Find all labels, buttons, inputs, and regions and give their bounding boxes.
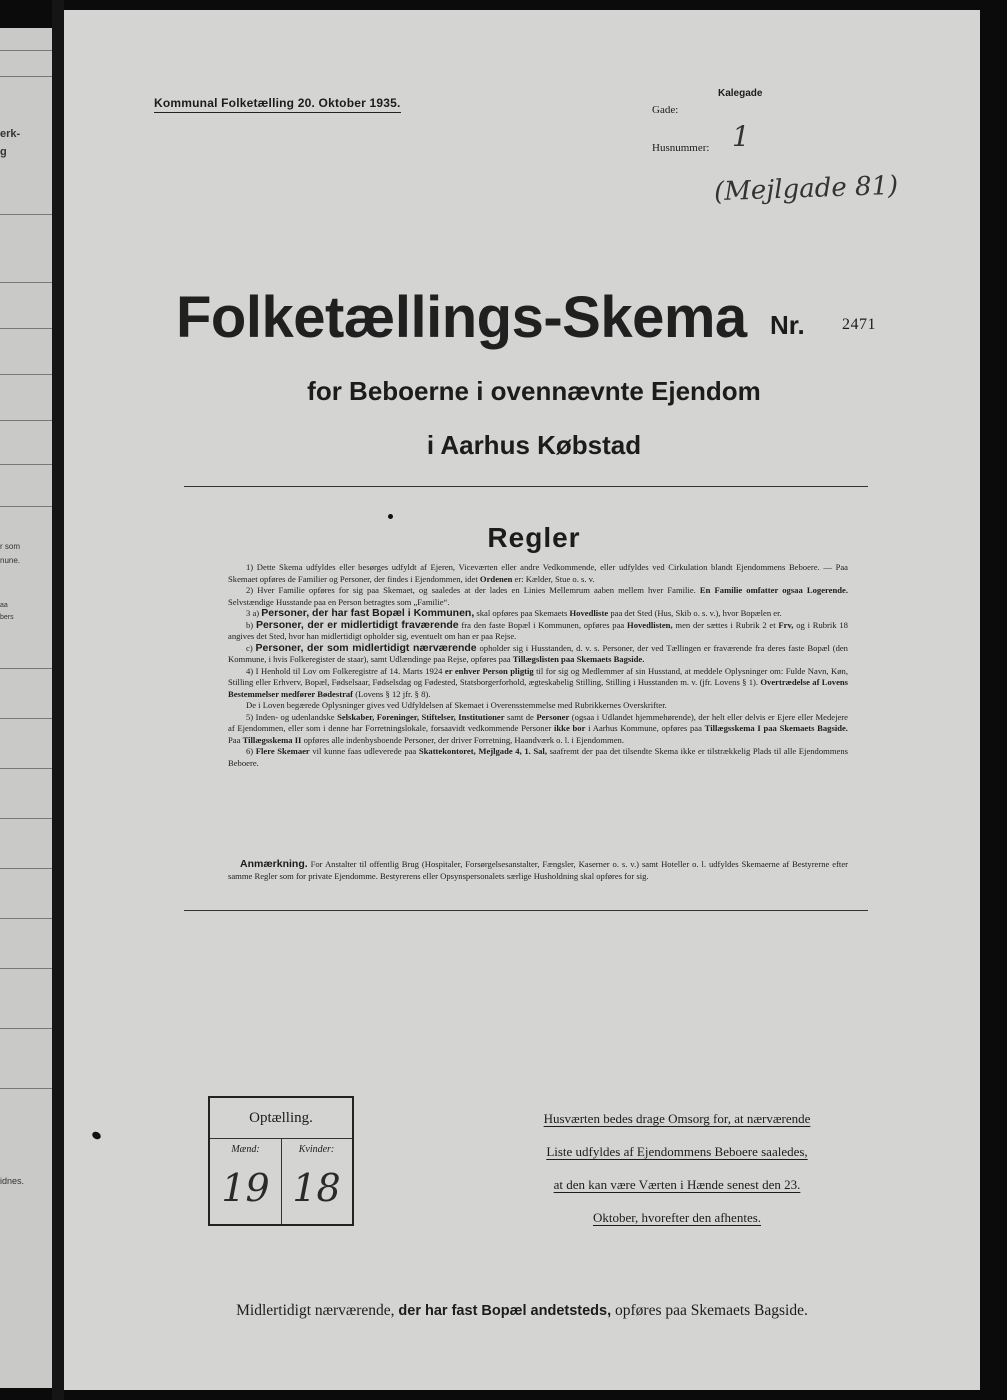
form-title: Folketællings-Skema — [176, 285, 747, 350]
form-location: i Aarhus Købstad — [426, 430, 642, 460]
rule — [0, 968, 52, 969]
divider — [184, 486, 868, 487]
men-label: Mænd: — [231, 1144, 260, 1155]
footer-note — [64, 1302, 980, 1320]
rule-2: 2) Hver Familie opføres for sig paa Skemaet, og saaledes at der lades en Linies Mellemrum aaben mellem hver Familie. En Familie omfatter ogsaa Logerende. Selvstændige Husstande paa en Person betragtes som „Familie“. — [228, 585, 848, 607]
rule — [0, 464, 52, 465]
rule-3c: c) Personer, der som midlertidigt nærværende opholder sig i Husstanden, d. v. s. Personer, der ved Tællingen er fraværende fra deres faste Bopæl (den Kommune, i hvis Folkeregister de staar), samt Udlændinge paa Rejse, opføres paa Tillægslisten paa Skemaets Bagside. — [228, 641, 848, 664]
house-number-value: 1 — [732, 120, 750, 153]
rule — [0, 282, 52, 283]
form-number: 2471 — [842, 316, 876, 333]
census-form-page — [64, 10, 980, 1390]
ink-spot — [388, 514, 393, 519]
landlord-notice — [512, 1102, 842, 1234]
notice-line: at den kan være Værten i Hænde senest den 23. — [553, 1177, 801, 1192]
rule — [0, 918, 52, 919]
page-fragment: g — [0, 146, 7, 158]
divider — [184, 910, 868, 911]
notice-line: Oktober, hvorefter den afhentes. — [592, 1210, 762, 1225]
women-count: 18 — [292, 1166, 341, 1210]
footer-part: der har fast Bopæl andetsteds, — [398, 1303, 612, 1319]
book-spine — [52, 0, 64, 1400]
page-edge — [980, 10, 1007, 1390]
rules-text — [228, 562, 848, 769]
rule-3b: b) Personer, der er midlertidigt fraværende fra den faste Bopæl i Kommunen, opføres paa Hovedlisten, men der sættes i Rubrik 2 et Frv, og i Rubrik 18 angives det Sted, hvor han midlertidigt opholder sig, eventuelt om han er paa Rejse. — [228, 618, 848, 641]
census-header: Kommunal Folketælling 20. Oktober 1935. — [154, 96, 401, 110]
footer-part: opføres paa Skemaets Bagside. — [615, 1302, 808, 1319]
rule-4: 4) I Henhold til Lov om Folkeregistre af 14. Marts 1924 er enhver Person pligtig til for sig og Medlemmer af sin Husstand, at meddele Oplysninger om: Fulde Navn, Køn, Stilling eller Erhverv, Bopæl, Fødselsaar, Fødselsdag og Fødested, Statsborgerforhold, ægteskabelig Stilling, Stilling i Husstanden m. v. (jfr. Lovens § 1). Overtrædelse af Lovens Bestemmelser medfører Bødestraf (Lovens § 12 jfr. § 8). — [228, 665, 849, 699]
page-fragment: r som — [0, 542, 20, 551]
rule — [0, 374, 52, 375]
page-fragment: aa — [0, 602, 8, 609]
women-label: Kvinder: — [298, 1144, 335, 1155]
ink-spot — [91, 1130, 102, 1141]
remark-block — [228, 858, 848, 882]
rule — [0, 420, 52, 421]
form-number-label: Nr. — [770, 310, 805, 340]
rule — [0, 214, 52, 215]
page-fragment: idnes. — [0, 1176, 25, 1186]
page-fragment: erk- — [0, 128, 21, 140]
street-value: Kalegade — [718, 88, 763, 99]
rule — [0, 668, 52, 669]
rule — [0, 328, 52, 329]
count-box — [208, 1096, 354, 1226]
remark-label: Anmærkning. — [240, 858, 308, 870]
rule — [0, 506, 52, 507]
house-number-label: Husnummer: — [652, 142, 710, 154]
rule — [0, 1028, 52, 1029]
notice-line: Liste udfyldes af Ejendommens Beboere saaledes, — [546, 1144, 808, 1159]
rule-3a: 3 a) Personer, der har fast Bopæl i Kommunen, skal opføres paa Skemaets Hovedliste paa det Sted (Hus, Skib o. s. v.), hvor Bopælen er. — [246, 607, 782, 619]
street-label: Gade: — [652, 104, 679, 116]
rule — [0, 76, 52, 77]
remark-text: For Anstalter til offentlig Brug (Hospitaler, Forsørgelsesanstalter, Fængsler, Kaserner o. s. v.) samt Hoteller o. l. udfyldes Skemaerne af Bestyrerne efter samme Regler som for private Ejendomme. Bestyrerens eller Opsynspersonalets særlige Husholdning skal opføres for sig. — [228, 859, 848, 881]
count-box-title: Optælling. — [249, 1110, 313, 1126]
rule — [0, 1088, 52, 1089]
rule-5: 5) Inden- og udenlandske Selskaber, Foreninger, Stiftelser, Institutioner samt de Personer (ogsaa i Udlandet hjemmehørende), der helt eller delvis er Ejere eller Medejere af Ejendommen, eller som i denne har Forretningslokale, forsaavidt vedkommende Personer ikke bor i Aarhus Kommune, opføres paa Tillægsskema I paa Skemaets Bagside. Paa Tillægsskema II opføres alle indenbysboende Personer, der driver Forretning, Haandværk o. l. i Ejendommen. — [228, 711, 848, 745]
rules-heading: Regler — [487, 522, 581, 553]
rule-1: 1) Dette Skema udfyldes eller besørges udfyldt af Ejeren, Viceværten eller andre Vedkommende, eller udfyldes ved Cirkulation blandt Ejendommens Beboere. — Paa Skemaet opføres de Familier og Personer, der findes i Ejendommen, idet Ordenen er: Kælder, Stue o. s. v. — [228, 562, 848, 584]
form-subtitle: for Beboerne i ovennævnte Ejendom — [307, 376, 761, 406]
rule — [0, 868, 52, 869]
handwritten-address-note: (Mejlgade 81) — [713, 170, 899, 208]
notice-line: Husværten bedes drage Omsorg for, at nærværende — [543, 1111, 811, 1126]
rule-4-note: De i Loven begærede Oplysninger gives ved Udfyldelsen af Skemaet i Overensstemmelse med Rubrikkernes Overskrifter. — [246, 700, 667, 710]
rule — [0, 50, 52, 51]
rule — [0, 818, 52, 819]
men-count: 19 — [221, 1166, 270, 1210]
rule-6: 6) Flere Skemaer vil kunne faas udleverede paa Skattekontoret, Mejlgade 4, 1. Sal, saafremt der paa det tilsendte Skema ikke er tilstrækkelig Plads til alle Ejendommens Beboere. — [228, 746, 848, 768]
page-fragment: nune. — [0, 556, 21, 565]
rule — [0, 768, 52, 769]
page-fragment: bers — [0, 614, 14, 621]
rule — [0, 718, 52, 719]
adjacent-page-strip — [0, 28, 52, 1388]
footer-part: Midlertidigt nærværende, — [236, 1302, 395, 1319]
